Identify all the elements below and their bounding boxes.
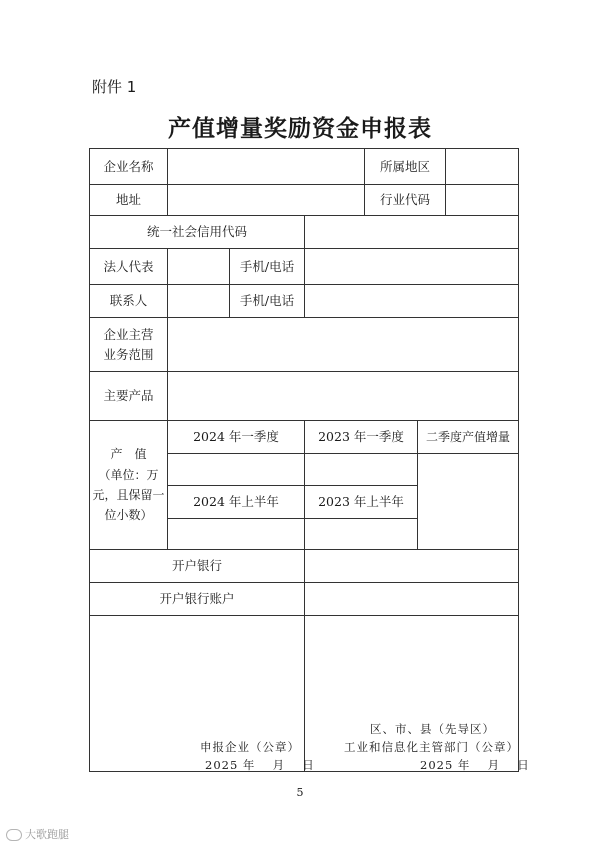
input-q1-2023[interactable] [305, 454, 417, 485]
input-bank[interactable] [305, 550, 518, 582]
label-legal-rep: 法人代表 [103, 258, 154, 274]
input-main-products[interactable] [168, 372, 518, 420]
label-bank: 开户银行 [171, 558, 222, 574]
company-seal-label: 申报企业（公章） [200, 740, 300, 754]
input-contact[interactable] [168, 285, 229, 317]
label-h1-2024: 2024 年上半年 [193, 494, 279, 510]
input-h1-2023[interactable] [305, 519, 417, 549]
input-q2-increase[interactable] [418, 454, 518, 549]
input-credit-code[interactable] [305, 216, 518, 248]
label-phone-contact: 手机/电话 [239, 293, 295, 309]
input-business-scope[interactable] [168, 318, 518, 371]
label-q1-2023: 2023 年一季度 [318, 429, 404, 445]
input-h1-2024[interactable] [168, 519, 304, 549]
company-seal-date: 2025 年 月 日 [205, 758, 315, 772]
input-bank-account[interactable] [305, 583, 518, 615]
label-output-value: 产 值 （单位：万 元，且保留一 位小数） [92, 447, 165, 523]
label-main-products: 主要产品 [103, 388, 154, 404]
label-bank-account: 开户银行账户 [159, 591, 235, 607]
label-contact: 联系人 [109, 293, 148, 309]
label-region: 所属地区 [379, 158, 430, 174]
dept-name-line1: 区、市、县（先导区） [370, 722, 495, 736]
watermark [6, 826, 69, 842]
input-industry-code[interactable] [446, 185, 518, 215]
page-number: 5 [296, 786, 304, 799]
label-industry-code: 行业代码 [379, 192, 430, 208]
label-q2-increase: 二季度产值增量 [425, 429, 510, 444]
label-h1-2023: 2023 年上半年 [318, 494, 404, 510]
label-address: 地址 [115, 192, 141, 208]
label-company-name: 企业名称 [103, 158, 154, 174]
dept-name-line2: 工业和信息化主管部门（公章） [344, 740, 519, 754]
label-credit-code: 统一社会信用代码 [146, 224, 247, 240]
label-q1-2024: 2024 年一季度 [193, 429, 279, 445]
watermark-text: 大歌跑腿 [25, 828, 69, 841]
attachment-label: 附件 1 [92, 78, 137, 96]
label-business-scope: 企业主营 业务范围 [103, 327, 154, 362]
input-region[interactable] [446, 149, 518, 184]
input-legal-rep[interactable] [168, 249, 229, 284]
form-title: 产值增量奖励资金申报表 [168, 115, 432, 142]
input-phone-legal[interactable] [305, 249, 518, 284]
dept-seal-date: 2025 年 月 日 [420, 758, 530, 772]
label-phone-legal: 手机/电话 [239, 258, 295, 274]
input-q1-2024[interactable] [168, 454, 304, 485]
input-phone-contact[interactable] [305, 285, 518, 317]
watermark-icon [6, 829, 22, 841]
input-company-name[interactable] [168, 149, 364, 184]
input-address[interactable] [168, 185, 364, 215]
